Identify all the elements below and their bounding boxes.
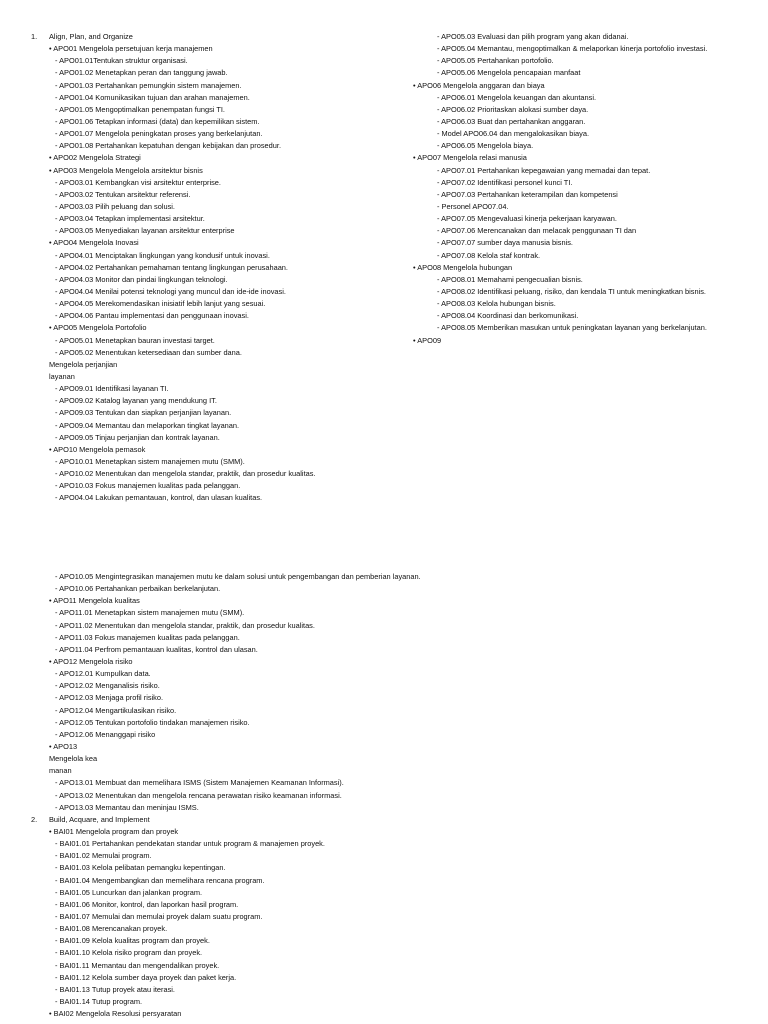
line-text: - APO05.01 Menetapkan bauran investasi target. <box>55 335 215 345</box>
practice-item <box>31 383 751 395</box>
line-text: - APO10.03 Fokus manajemen kualitas pada pelanggan. <box>55 481 241 491</box>
line-text: - APO04.01 Menciptakan lingkungan yang kondusif untuk inovasi. <box>55 250 270 260</box>
practice-item <box>31 395 751 407</box>
practice-item <box>413 298 763 310</box>
practice-item <box>31 960 751 972</box>
line-text: - APO07.01 Pertahankan kepegawaian yang memadai dan tepat. <box>437 165 651 175</box>
line-text: - APO01.07 Mengelola peningkatan proses yang berkelanjutan. <box>55 129 263 139</box>
line-text: • APO10 Mengelola pemasok <box>49 444 146 454</box>
line-text: • APO04 Mengelola Inovasi <box>49 238 139 248</box>
line-text: - APO07.02 Identifikasi personel kunci TI. <box>437 177 573 187</box>
line-text: - APO12.06 Menanggapi risiko <box>55 729 156 739</box>
practice-item <box>31 583 751 595</box>
line-text: manan <box>49 766 72 776</box>
line-text: - APO12.02 Menganalisis risiko. <box>55 681 160 691</box>
line-text: - APO01.06 Tetapkan informasi (data) dan kepemilikan sistem. <box>55 116 260 126</box>
section-heading <box>413 262 763 274</box>
line-text: - BAI01.04 Mengembangkan dan memelihara rencana program. <box>55 875 265 885</box>
line-text: - APO10.06 Pertahankan perbaikan berkelanjutan. <box>55 584 221 594</box>
line-text: - APO09.05 Tinjau perjanjian dan kontrak layanan. <box>55 432 220 442</box>
line-text: - APO09.02 Katalog layanan yang mendukung IT. <box>55 396 217 406</box>
practice-item <box>31 717 751 729</box>
line-text: • BAI01 Mengelola program dan proyek <box>49 826 179 836</box>
line-text: - BAI01.13 Tutup proyek atau iterasi. <box>55 984 175 994</box>
practice-item <box>31 607 751 619</box>
line-text: - APO08.05 Memberikan masukan untuk peningkatan layanan yang berkelanjutan. <box>437 323 707 333</box>
line-text: Mengelola kea <box>49 754 98 764</box>
practice-item <box>413 286 763 298</box>
line-text: Mengelola perjanjian <box>49 359 118 369</box>
document-column-bottom <box>31 571 751 1020</box>
line-text: - APO11.03 Fokus manajemen kualitas pada pelanggan. <box>55 632 240 642</box>
practice-item <box>31 729 751 741</box>
practice-item <box>413 177 763 189</box>
practice-item <box>413 104 763 116</box>
practice-item <box>413 116 763 128</box>
line-text: - APO13.01 Membuat dan memelihara ISMS (Sistem Manajemen Keamanan Informasi). <box>55 778 344 788</box>
practice-item <box>31 911 751 923</box>
line-text: Build, Acquare, and Implement <box>49 814 150 824</box>
practice-item <box>413 310 763 322</box>
line-text: - APO09.04 Memantau dan melaporkan tingkat layanan. <box>55 420 240 430</box>
line-text: - APO06.01 Mengelola keuangan dan akuntansi. <box>437 92 597 102</box>
line-text: - APO01.04 Komunikasikan tujuan dan arahan manajemen. <box>55 92 250 102</box>
line-text: - BAI01.12 Kelola sumber daya proyek dan paket kerja. <box>55 972 237 982</box>
line-text: • APO13 <box>49 741 78 751</box>
practice-item <box>413 225 763 237</box>
practice-item <box>31 632 751 644</box>
process-item <box>31 444 751 456</box>
practice-item <box>31 420 751 432</box>
process-item <box>31 595 751 607</box>
line-text: - APO04.06 Pantau implementasi dan penggunaan inovasi. <box>55 311 249 321</box>
practice-item <box>413 140 763 152</box>
practice-item <box>31 480 751 492</box>
line-text: - APO10.05 Mengintegrasikan manajemen mutu ke dalam solusi untuk pengembangan dan pemberian layanan. <box>55 572 421 581</box>
line-text: - APO03.02 Tentukan arsitektur referensi. <box>55 189 191 199</box>
line-text: • APO03 Mengelola Mengelola arsitektur bisnis <box>49 165 203 175</box>
line-text: - APO10.02 Menentukan dan mengelola standar, praktik, dan prosedur kualitas. <box>55 469 316 479</box>
practice-item <box>31 644 751 656</box>
practice-item <box>31 947 751 959</box>
process-item <box>31 656 751 668</box>
line-text: - BAI01.01 Pertahankan pendekatan standar untuk program & manajemen proyek. <box>55 839 325 849</box>
line-text: - BAI01.08 Merencanakan proyek. <box>55 924 168 934</box>
practice-item <box>413 274 763 286</box>
section-number: 2. <box>31 814 38 824</box>
practice-item <box>31 972 751 984</box>
line-text: - APO13.03 Memantau dan meninjau ISMS. <box>55 802 199 812</box>
line-text: • APO08 Mengelola hubungan <box>413 262 513 272</box>
practice-item <box>31 838 751 850</box>
line-text: - APO05.02 Menentukan ketersediaan dan sumber dana. <box>55 347 242 357</box>
line-text: Align, Plan, and Organize <box>49 32 133 41</box>
line-text: - APO08.04 Koordinasi dan berkomunikasi. <box>437 311 579 321</box>
practice-item <box>31 571 751 583</box>
line-text: - BAI01.10 Kelola risiko program dan proyek. <box>55 948 203 958</box>
line-text: - APO08.02 Identifikasi peluang, risiko, dan kendala TI untuk meningkatkan bisnis. <box>437 286 706 296</box>
line-text: - APO07.08 Kelola staf kontrak. <box>437 250 541 260</box>
line-text: - APO05.03 Evaluasi dan pilih program yang akan didanai. <box>437 32 629 41</box>
section-heading <box>413 80 763 92</box>
line-text: - APO11.01 Menetapkan sistem manajemen mutu (SMM). <box>55 608 245 618</box>
practice-item <box>413 201 763 213</box>
line-text: - APO08.03 Kelola hubungan bisnis. <box>437 299 556 309</box>
practice-item <box>31 456 751 468</box>
practice-item <box>31 802 751 814</box>
line-text: - APO06.02 Prioritaskan alokasi sumber daya. <box>437 104 589 114</box>
practice-item <box>31 790 751 802</box>
line-text: - BAI01.14 Tutup program. <box>55 996 143 1006</box>
process-item <box>31 1008 751 1020</box>
practice-item <box>31 407 751 419</box>
line-text: - APO07.03 Pertahankan keterampilan dan kompetensi <box>437 189 618 199</box>
text-fragment <box>31 359 751 371</box>
practice-item <box>31 899 751 911</box>
line-text: - APO05.05 Pertahankan portofolio. <box>437 56 554 66</box>
text-fragment <box>31 765 751 777</box>
line-text: • APO07 Mengelola relasi manusia <box>413 153 527 163</box>
line-text: • APO05 Mengelola Portofolio <box>49 323 147 333</box>
line-text: - APO03.01 Kembangkan visi arsitektur enterprise. <box>55 177 221 187</box>
line-text: • BAI02 Mengelola Resolusi persyaratan <box>49 1009 182 1019</box>
line-text: - APO03.05 Menyediakan layanan arsitektur enterprise <box>55 226 235 236</box>
section-heading <box>31 814 751 826</box>
practice-item <box>31 984 751 996</box>
text-fragment <box>31 371 751 383</box>
text-fragment <box>31 753 751 765</box>
line-text: - APO01.08 Pertahankan kepatuhan dengan kebijakan dan prosedur. <box>55 141 281 151</box>
line-text: • APO09 <box>413 335 442 345</box>
line-text: - APO04.03 Monitor dan pindai lingkungan teknologi. <box>55 274 228 284</box>
line-text: - APO09.03 Tentukan dan siapkan perjanjian layanan. <box>55 408 232 418</box>
process-item <box>31 741 751 753</box>
practice-item <box>413 31 763 43</box>
line-text: - APO07.07 sumber daya manusia bisnis. <box>437 238 573 248</box>
line-text: - APO01.05 Mengoptimalkan penempatan fungsi TI. <box>55 104 225 114</box>
practice-item <box>31 777 751 789</box>
practice-item <box>31 692 751 704</box>
line-text: • APO01 Mengelola persetujuan kerja manajemen <box>49 44 213 54</box>
document-column-right <box>413 31 763 347</box>
practice-item <box>413 189 763 201</box>
line-text: - APO07.05 Mengevaluasi kinerja pekerjaan karyawan. <box>437 214 617 224</box>
line-text: - APO06.05 Mengelola biaya. <box>437 141 534 151</box>
practice-item <box>413 322 763 334</box>
line-text: - APO10.01 Menetapkan sistem manajemen mutu (SMM). <box>55 456 245 466</box>
line-text: - Personel APO07.04. <box>437 201 509 211</box>
practice-item <box>31 668 751 680</box>
practice-item <box>31 620 751 632</box>
practice-item <box>31 492 751 504</box>
line-text: - APO08.01 Memahami pengecualian bisnis. <box>437 274 583 284</box>
line-text: - Model APO06.04 dan mengalokasikan biaya. <box>437 129 590 139</box>
practice-item <box>413 237 763 249</box>
line-text: - APO04.05 Merekomendasikan inisiatif lebih lanjut yang sesuai. <box>55 299 266 309</box>
line-text: - BAI01.03 Kelola pelibatan pemangku kepentingan. <box>55 863 226 873</box>
line-text: - APO04.04 Lakukan pemantauan, kontrol, dan ulasan kualitas. <box>55 493 263 503</box>
practice-item <box>31 347 751 359</box>
line-text: - APO11.04 Perfrom pemantauan kualitas, kontrol dan ulasan. <box>55 644 258 654</box>
practice-item <box>31 468 751 480</box>
line-text: - APO12.05 Tentukan portofolio tindakan manajemen risiko. <box>55 717 250 727</box>
line-text: - APO01.02 Menetapkan peran dan tanggung jawab. <box>55 68 228 78</box>
line-text: - BAI01.05 Luncurkan dan jalankan program. <box>55 887 203 897</box>
line-text: - APO09.01 Identifikasi layanan TI. <box>55 384 169 394</box>
practice-item <box>31 705 751 717</box>
practice-item <box>31 432 751 444</box>
line-text: - APO03.03 Pilih peluang dan solusi. <box>55 201 175 211</box>
line-text: - APO05.04 Memantau, mengoptimalkan & melaporkan kinerja portofolio investasi. <box>437 44 708 54</box>
line-text: - APO05.06 Mengelola pencapaian manfaat <box>437 68 581 78</box>
process-item <box>31 826 751 838</box>
line-text: - APO01.01Tentukan struktur organisasi. <box>55 56 188 66</box>
line-text: layanan <box>49 371 75 381</box>
line-text: - BAI01.06 Monitor, kontrol, dan laporkan hasil program. <box>55 899 239 909</box>
line-text: - APO12.01 Kumpulkan data. <box>55 669 151 679</box>
line-text: - BAI01.07 Memulai dan memulai proyek dalam suatu program. <box>55 911 263 921</box>
line-text: - APO01.03 Pertahankan pemungkin sistem manajemen. <box>55 80 242 90</box>
line-text: - APO11.02 Menentukan dan mengelola standar, praktik, dan prosedur kualitas. <box>55 620 315 630</box>
line-text: - APO04.04 Menilai potensi teknologi yang muncul dan ide-ide inovasi. <box>55 286 286 296</box>
practice-item <box>31 935 751 947</box>
practice-item <box>413 67 763 79</box>
line-text: - APO04.02 Pertahankan pemahaman tentang lingkungan perusahaan. <box>55 262 288 272</box>
practice-item <box>31 850 751 862</box>
line-text: - APO03.04 Tetapkan implementasi arsitektur. <box>55 214 205 224</box>
practice-item <box>31 996 751 1008</box>
practice-item <box>413 165 763 177</box>
practice-item <box>31 862 751 874</box>
practice-item <box>413 55 763 67</box>
line-text: - BAI01.11 Memantau dan mengendalikan proyek. <box>55 960 220 970</box>
section-heading <box>413 152 763 164</box>
section-number: 1. <box>31 32 38 41</box>
line-text: • APO02 Mengelola Strategi <box>49 153 141 163</box>
practice-item <box>31 923 751 935</box>
practice-item <box>413 128 763 140</box>
line-text: - BAI01.02 Memulai program. <box>55 851 152 861</box>
line-text: - APO13.02 Menentukan dan mengelola rencana perawatan risiko keamanan informasi. <box>55 790 342 800</box>
line-text: - APO07.06 Merencanakan dan melacak penggunaan TI dan <box>437 226 637 236</box>
practice-item <box>413 250 763 262</box>
line-text: - APO06.03 Buat dan pertahankan anggaran. <box>437 116 586 126</box>
practice-item <box>31 875 751 887</box>
line-text: - APO12.03 Menjaga profil risiko. <box>55 693 164 703</box>
practice-item <box>413 213 763 225</box>
line-text: - APO12.04 Mengartikulasikan risiko. <box>55 705 177 715</box>
practice-item <box>413 92 763 104</box>
line-text: • APO06 Mengelola anggaran dan biaya <box>413 80 545 90</box>
line-text: • APO11 Mengelola kualitas <box>49 596 140 606</box>
practice-item <box>31 887 751 899</box>
practice-item <box>413 43 763 55</box>
line-text: - BAI01.09 Kelola kualitas program dan proyek. <box>55 936 210 946</box>
section-heading <box>413 335 763 347</box>
line-text: • APO12 Mengelola risiko <box>49 656 133 666</box>
practice-item <box>31 680 751 692</box>
